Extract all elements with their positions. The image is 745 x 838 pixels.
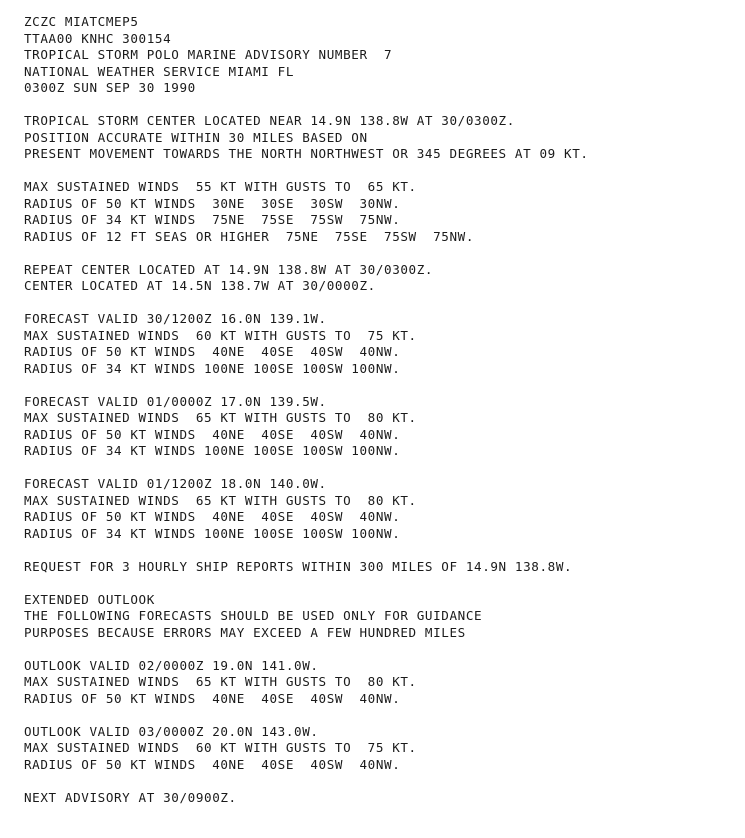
forecast-section-1 (24, 311, 740, 377)
outlook-line: RADIUS OF 50 KT WINDS 40NE 40SE 40SW 40NW. (24, 690, 401, 706)
repeat-center-section (24, 262, 740, 295)
center-line: POSITION ACCURATE WITHIN 30 MILES BASED ON (24, 129, 368, 145)
advisory-header (24, 14, 740, 97)
header-line: TROPICAL STORM POLO MARINE ADVISORY NUMBER 7 (24, 47, 393, 62)
repeat-line: REPEAT CENTER LOCATED AT 14.9N 138.8W AT 30/0300Z. (24, 261, 434, 277)
center-position-section (24, 113, 740, 163)
marine-advisory-text (24, 14, 740, 823)
next-advisory-line: NEXT ADVISORY AT 30/0900Z. (24, 789, 237, 805)
forecast-line: MAX SUSTAINED WINDS 65 KT WITH GUSTS TO 80 KT. (24, 492, 417, 508)
extended-line: THE FOLLOWING FORECASTS SHOULD BE USED ONLY FOR GUIDANCE (24, 608, 483, 623)
forecast-line: FORECAST VALID 01/0000Z 17.0N 139.5W. (24, 393, 327, 409)
outlook-line: OUTLOOK VALID 02/0000Z 19.0N 141.0W. (24, 657, 319, 673)
center-line: PRESENT MOVEMENT TOWARDS THE NORTH NORTHWEST OR 345 DEGREES AT 09 KT. (24, 146, 589, 161)
outlook-section-2 (24, 724, 740, 774)
forecast-section-3 (24, 476, 740, 542)
forecast-line: RADIUS OF 50 KT WINDS 40NE 40SE 40SW 40NW. (24, 509, 401, 524)
forecast-line: RADIUS OF 50 KT WINDS 40NE 40SE 40SW 40NW. (24, 426, 401, 442)
forecast-line: MAX SUSTAINED WINDS 60 KT WITH GUSTS TO 75 KT. (24, 327, 417, 343)
outlook-line: RADIUS OF 50 KT WINDS 40NE 40SE 40SW 40NW. (24, 756, 401, 772)
outlook-line: OUTLOOK VALID 03/0000Z 20.0N 143.0W. (24, 723, 319, 739)
center-line: TROPICAL STORM CENTER LOCATED NEAR 14.9N 138.8W AT 30/0300Z. (24, 113, 515, 128)
forecast-line: RADIUS OF 50 KT WINDS 40NE 40SE 40SW 40NW. (24, 344, 401, 359)
forecast-line: RADIUS OF 34 KT WINDS 100NE 100SE 100SW 100NW. (24, 443, 401, 458)
forecast-line: RADIUS OF 34 KT WINDS 100NE 100SE 100SW 100NW. (24, 360, 401, 376)
next-advisory-section (24, 790, 740, 807)
forecast-line: FORECAST VALID 30/1200Z 16.0N 139.1W. (24, 311, 327, 326)
outlook-line: MAX SUSTAINED WINDS 65 KT WITH GUSTS TO 80 KT. (24, 674, 417, 689)
outlook-line: MAX SUSTAINED WINDS 60 KT WITH GUSTS TO 75 KT. (24, 740, 417, 755)
forecast-section-2 (24, 394, 740, 460)
winds-line: RADIUS OF 12 FT SEAS OR HIGHER 75NE 75SE 75SW 75NW. (24, 228, 475, 244)
repeat-line: CENTER LOCATED AT 14.5N 138.7W AT 30/0000Z. (24, 278, 376, 293)
winds-line: RADIUS OF 50 KT WINDS 30NE 30SE 30SW 30NW. (24, 195, 401, 211)
winds-line: MAX SUSTAINED WINDS 55 KT WITH GUSTS TO 65 KT. (24, 179, 417, 194)
winds-line: RADIUS OF 34 KT WINDS 75NE 75SE 75SW 75NW. (24, 212, 401, 227)
extended-line: PURPOSES BECAUSE ERRORS MAY EXCEED A FEW HUNDRED MILES (24, 624, 466, 640)
header-line: 0300Z SUN SEP 30 1990 (24, 80, 196, 95)
extended-line: EXTENDED OUTLOOK (24, 591, 155, 607)
header-line: ZCZC MIATCMEP5 (24, 14, 139, 29)
current-winds-section (24, 179, 740, 245)
extended-outlook-section (24, 592, 740, 642)
forecast-line: RADIUS OF 34 KT WINDS 100NE 100SE 100SW 100NW. (24, 525, 401, 541)
header-line: TTAA00 KNHC 300154 (24, 30, 172, 46)
forecast-line: MAX SUSTAINED WINDS 65 KT WITH GUSTS TO 80 KT. (24, 410, 417, 425)
header-line: NATIONAL WEATHER SERVICE MIAMI FL (24, 63, 295, 79)
request-line: REQUEST FOR 3 HOURLY SHIP REPORTS WITHIN 300 MILES OF 14.9N 138.8W. (24, 558, 573, 574)
outlook-section-1 (24, 658, 740, 708)
forecast-line: FORECAST VALID 01/1200Z 18.0N 140.0W. (24, 476, 327, 491)
ship-reports-request (24, 559, 740, 576)
